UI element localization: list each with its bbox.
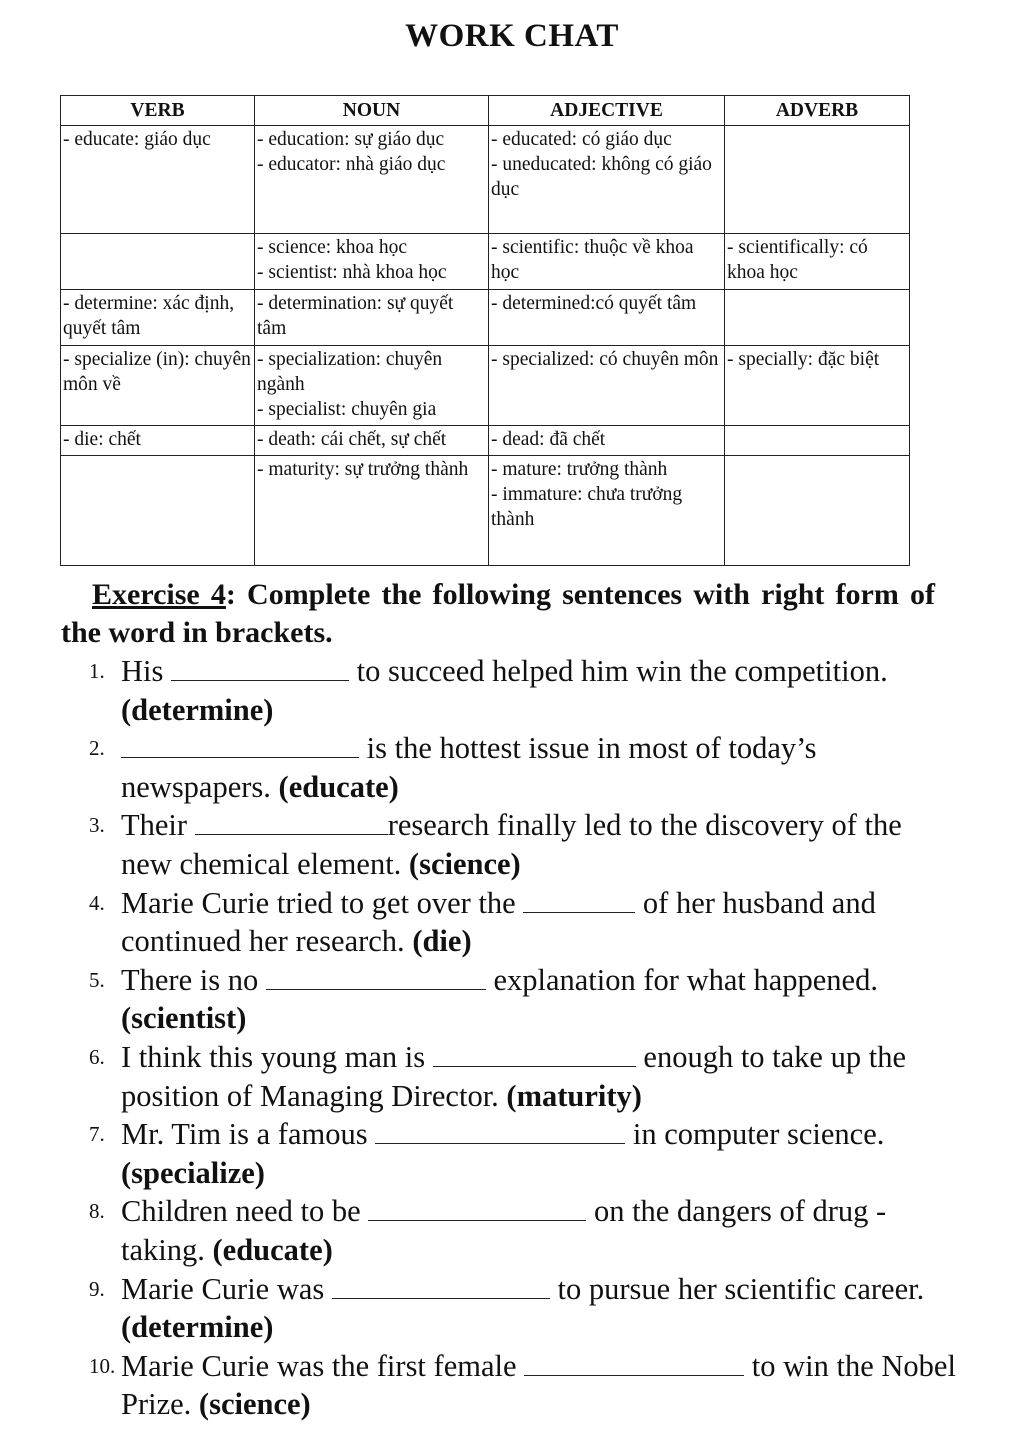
question-item: [0, 1270, 960, 1347]
cell-entry: - education: sự giáo dục: [257, 129, 445, 150]
question-text-after: research finally led to the discovery of the new chemical element.: [121, 808, 910, 881]
answer-blank[interactable]: [524, 1349, 744, 1376]
cell-entry: - scientist: nhà khoa học: [257, 262, 447, 283]
table-cell-noun: [255, 346, 489, 426]
answer-blank[interactable]: [332, 1272, 550, 1299]
question-item: [0, 729, 960, 806]
exercise-instruction: : Complete the following sentences with right form of the word in brackets.: [61, 578, 935, 649]
table-cell-adjective: [489, 346, 725, 426]
cell-entry: - specialization: chuyên ngành: [257, 349, 443, 395]
question-list: [0, 652, 964, 1424]
table-cell-verb: [61, 126, 255, 234]
header-adjective: ADJECTIVE: [489, 96, 725, 126]
cell-entry: - specialized: có chuyên môn: [491, 349, 719, 370]
question-text-before: Marie Curie was the first female: [121, 1348, 525, 1383]
table-cell-verb: [61, 426, 255, 456]
table-body: [61, 126, 910, 566]
question-text-after: of her husband and continued her research.: [121, 885, 884, 959]
question-text-before: Marie Curie tried to get over the: [121, 885, 524, 920]
word-hint: (educate): [212, 1232, 333, 1267]
question-text-after: is the hottest issue in most of today’s newspapers.: [121, 731, 825, 804]
table-cell-adverb: [725, 126, 910, 234]
answer-blank[interactable]: [266, 963, 486, 990]
table-header-row: [61, 96, 910, 126]
question-text-after: in computer science.: [625, 1117, 892, 1152]
table-row: [61, 346, 910, 426]
answer-blank[interactable]: [433, 1040, 636, 1067]
question-stem: [121, 808, 909, 881]
question-stem: [121, 1349, 964, 1422]
question-item: [0, 1038, 960, 1115]
answer-blank[interactable]: [368, 1194, 586, 1221]
cell-entry: - dead: đã chết: [491, 429, 606, 450]
exercise-label: Exercise 4: [92, 578, 226, 611]
cell-entry: - specialize (in): chuyên môn về: [63, 349, 251, 395]
question-text-before: Mr. Tim is a famous: [121, 1117, 376, 1152]
question-stem: [121, 1040, 914, 1113]
cell-entry: - determined:có quyết tâm: [491, 293, 697, 314]
header-adverb: ADVERB: [725, 96, 910, 126]
question-text-after: to pursue her scientific career.: [549, 1271, 932, 1306]
question-text-after: explanation for what happened.: [485, 962, 886, 997]
table-cell-adjective: [489, 234, 725, 290]
word-hint: (science): [198, 1387, 311, 1422]
table-cell-verb: [61, 346, 255, 426]
word-hint: (determine): [121, 1310, 274, 1345]
table-cell-adverb: [725, 456, 910, 566]
question-text-after: to succeed helped him win the competition.: [349, 654, 888, 688]
page-title: WORK CHAT: [405, 18, 619, 54]
question-item: [0, 1115, 960, 1192]
question-stem: [121, 654, 888, 727]
header-noun: NOUN: [255, 96, 489, 126]
table-cell-adverb: [725, 426, 910, 456]
table-cell-noun: [255, 234, 489, 290]
cell-entry: - mature: trưởng thành: [491, 459, 668, 480]
question-text-before: There is no: [121, 962, 266, 997]
table-row: [61, 234, 910, 290]
table-cell-adjective: [489, 126, 725, 234]
question-text-before: Marie Curie was: [121, 1271, 332, 1306]
cell-entry: - determine: xác định, quyết tâm: [63, 293, 235, 339]
question-text-before: Children need to be: [121, 1194, 369, 1229]
question-number: 9.: [89, 1276, 105, 1301]
cell-entry: - educator: nhà giáo dục: [257, 154, 446, 175]
question-stem: [121, 1272, 932, 1345]
answer-blank[interactable]: [375, 1117, 625, 1144]
question-text-after: to win the Nobel Prize.: [121, 1348, 964, 1422]
table-cell-noun: [255, 426, 489, 456]
question-stem: [121, 1117, 892, 1190]
question-text-before: I think this young man is: [121, 1039, 433, 1074]
cell-entry: - scientifically: có khoa học: [727, 237, 868, 283]
table-cell-adjective: [489, 290, 725, 346]
question-stem: [121, 963, 886, 1036]
cell-entry: - immature: chưa trưởng thành: [491, 484, 683, 530]
word-hint: (maturity): [506, 1078, 642, 1113]
table-cell-noun: [255, 290, 489, 346]
question-number: 3.: [89, 813, 105, 838]
table-cell-adverb: [725, 234, 910, 290]
question-text-after: on the dangers of drug - taking.: [121, 1194, 894, 1267]
question-number: 6.: [89, 1044, 105, 1069]
table-cell-noun: [255, 126, 489, 234]
word-hint: (educate): [278, 769, 399, 804]
table-row: [61, 456, 910, 566]
table-cell-adjective: [489, 426, 725, 456]
question-stem: [121, 886, 883, 959]
table-row: [61, 426, 910, 456]
table-cell-adjective: [489, 456, 725, 566]
word-hint: (die): [412, 924, 472, 959]
cell-entry: - educate: giáo dục: [63, 129, 211, 150]
table-row: [61, 290, 910, 346]
answer-blank[interactable]: [195, 808, 388, 835]
answer-blank[interactable]: [523, 886, 635, 913]
exercise-heading: [61, 576, 935, 652]
question-text-after: enough to take up the position of Managing Director.: [121, 1039, 914, 1113]
cell-entry: - scientific: thuộc về khoa học: [491, 237, 694, 283]
question-stem: [121, 731, 824, 804]
cell-entry: - die: chết: [63, 429, 141, 450]
header-verb: VERB: [61, 96, 255, 126]
question-item: [0, 652, 960, 729]
question-item: [0, 1192, 960, 1269]
table-cell-verb: [61, 456, 255, 566]
table-cell-adverb: [725, 346, 910, 426]
question-number: 5.: [89, 967, 105, 992]
word-form-table: [60, 95, 910, 566]
question-item: [0, 884, 960, 961]
word-hint: (science): [408, 846, 521, 881]
question-text-before: His: [121, 654, 171, 688]
question-number: 8.: [89, 1199, 105, 1224]
question-number: 4.: [89, 890, 105, 915]
question-item: [0, 961, 960, 1038]
table-row: [61, 126, 910, 234]
cell-entry: - educated: có giáo dục: [491, 129, 672, 150]
table-cell-noun: [255, 456, 489, 566]
question-number: 2.: [89, 736, 105, 761]
question-stem: [121, 1194, 894, 1267]
table-cell-verb: [61, 234, 255, 290]
question-number: 1.: [89, 659, 105, 683]
table-cell-verb: [61, 290, 255, 346]
cell-entry: - specialist: chuyên gia: [257, 399, 437, 420]
question-number: 10.: [89, 1353, 116, 1378]
word-hint: (specialize): [121, 1155, 265, 1190]
cell-entry: - uneducated: không có giáo dục: [491, 154, 712, 200]
question-item: [0, 1347, 964, 1424]
cell-entry: - science: khoa học: [257, 237, 407, 258]
table-cell-adverb: [725, 290, 910, 346]
cell-entry: - death: cái chết, sự chết: [257, 429, 447, 450]
cell-entry: - maturity: sự trưởng thành: [257, 459, 469, 480]
answer-blank[interactable]: [171, 654, 349, 681]
word-hint: (determine): [121, 692, 274, 727]
question-text-before: Their: [121, 808, 195, 843]
cell-entry: - determination: sự quyết tâm: [257, 293, 454, 339]
answer-blank[interactable]: [121, 731, 359, 758]
cell-entry: - specially: đặc biệt: [727, 349, 880, 370]
word-hint: (scientist): [121, 1001, 247, 1036]
question-number: 7.: [89, 1122, 105, 1147]
question-item: [0, 806, 960, 883]
